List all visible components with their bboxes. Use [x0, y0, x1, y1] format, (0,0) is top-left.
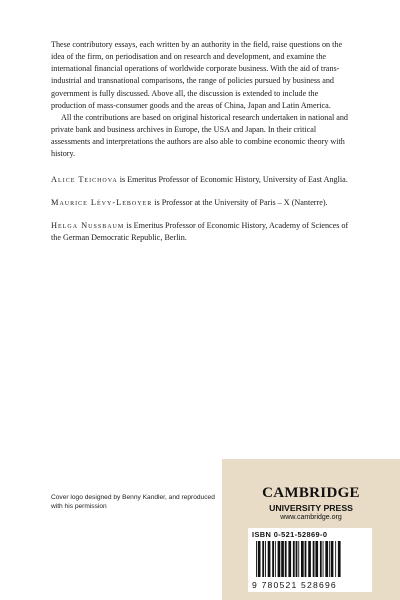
author-bio-2	[51, 197, 351, 209]
author-name: Helga Nussbaum	[51, 220, 125, 230]
barcode-bar	[275, 541, 276, 577]
barcode-icon	[252, 541, 370, 579]
blurb	[51, 39, 351, 244]
barcode-bar	[338, 541, 341, 577]
barcode-bar	[331, 541, 334, 577]
barcode-bar	[320, 541, 322, 577]
author-name: Alice Teichova	[51, 174, 118, 184]
barcode-bar	[258, 541, 261, 577]
barcode-bar	[288, 541, 291, 577]
author-bio-1	[51, 174, 351, 186]
barcode-bar	[281, 541, 284, 577]
barcode-bar	[298, 541, 299, 577]
ean-number: 9 780521 528696	[252, 580, 337, 590]
barcode-bar	[315, 541, 318, 577]
isbn-label: ISBN 0-521-52869-0	[252, 530, 328, 539]
barcode-bar	[285, 541, 287, 577]
barcode-bar	[296, 541, 298, 577]
publisher-url: www.cambridge.org	[280, 514, 342, 521]
publisher-name: CAMBRIDGE	[262, 485, 360, 501]
barcode-bar	[265, 541, 266, 577]
barcode-bar	[256, 541, 257, 577]
barcode-bar	[278, 541, 281, 577]
barcode-bar	[313, 541, 315, 577]
barcode-bar	[301, 541, 304, 577]
author-description: is Emeritus Professor of Economic History, Academy of Sciences of the German Democratic Republic, Berlin.	[51, 220, 349, 243]
barcode-bar	[325, 541, 328, 577]
barcode-bar	[268, 541, 271, 577]
author-description: is Emeritus Professor of Economic History, University of East Anglia.	[117, 174, 348, 184]
blurb-paragraph-2: All the contributions are based on original historical research undertaken in national and private bank and business archives in Europe, the USA and Japan. In their critical assessments and interpretations the authors are also able to combine economic theory with history.	[51, 112, 348, 159]
barcode-bar	[272, 541, 274, 577]
barcode-bar	[335, 541, 336, 577]
blurb-paragraph-1: These contributory essays, each written by an authority in the field, raise questions on the idea of the firm, on periodisation and on research and development, and examine the international financial operations of worldwide corporate business. With the aid of trans-industrial and transnational comparisons, the range of policies pursued by business and government is fully discussed. Above all, the discussion is extended to include the production of mass-consumer goods and the areas of China, Japan and Latin America.	[51, 40, 343, 110]
barcode-bar	[262, 541, 264, 577]
author-description: is Professor at the University of Paris – X (Nanterre).	[152, 197, 328, 207]
barcode-bar	[305, 541, 307, 577]
publisher-press: UNIVERSITY PRESS	[269, 503, 353, 513]
barcode-bar	[293, 541, 295, 577]
barcode-bar	[323, 541, 324, 577]
cover-logo-credit: Cover logo designed by Benny Kandler, and reproduced with his permission	[51, 494, 215, 510]
author-bio-3	[51, 220, 351, 244]
barcode-bar	[308, 541, 311, 577]
barcode-bar	[329, 541, 330, 577]
author-name: Maurice Lévy-Leboyer	[51, 197, 153, 207]
